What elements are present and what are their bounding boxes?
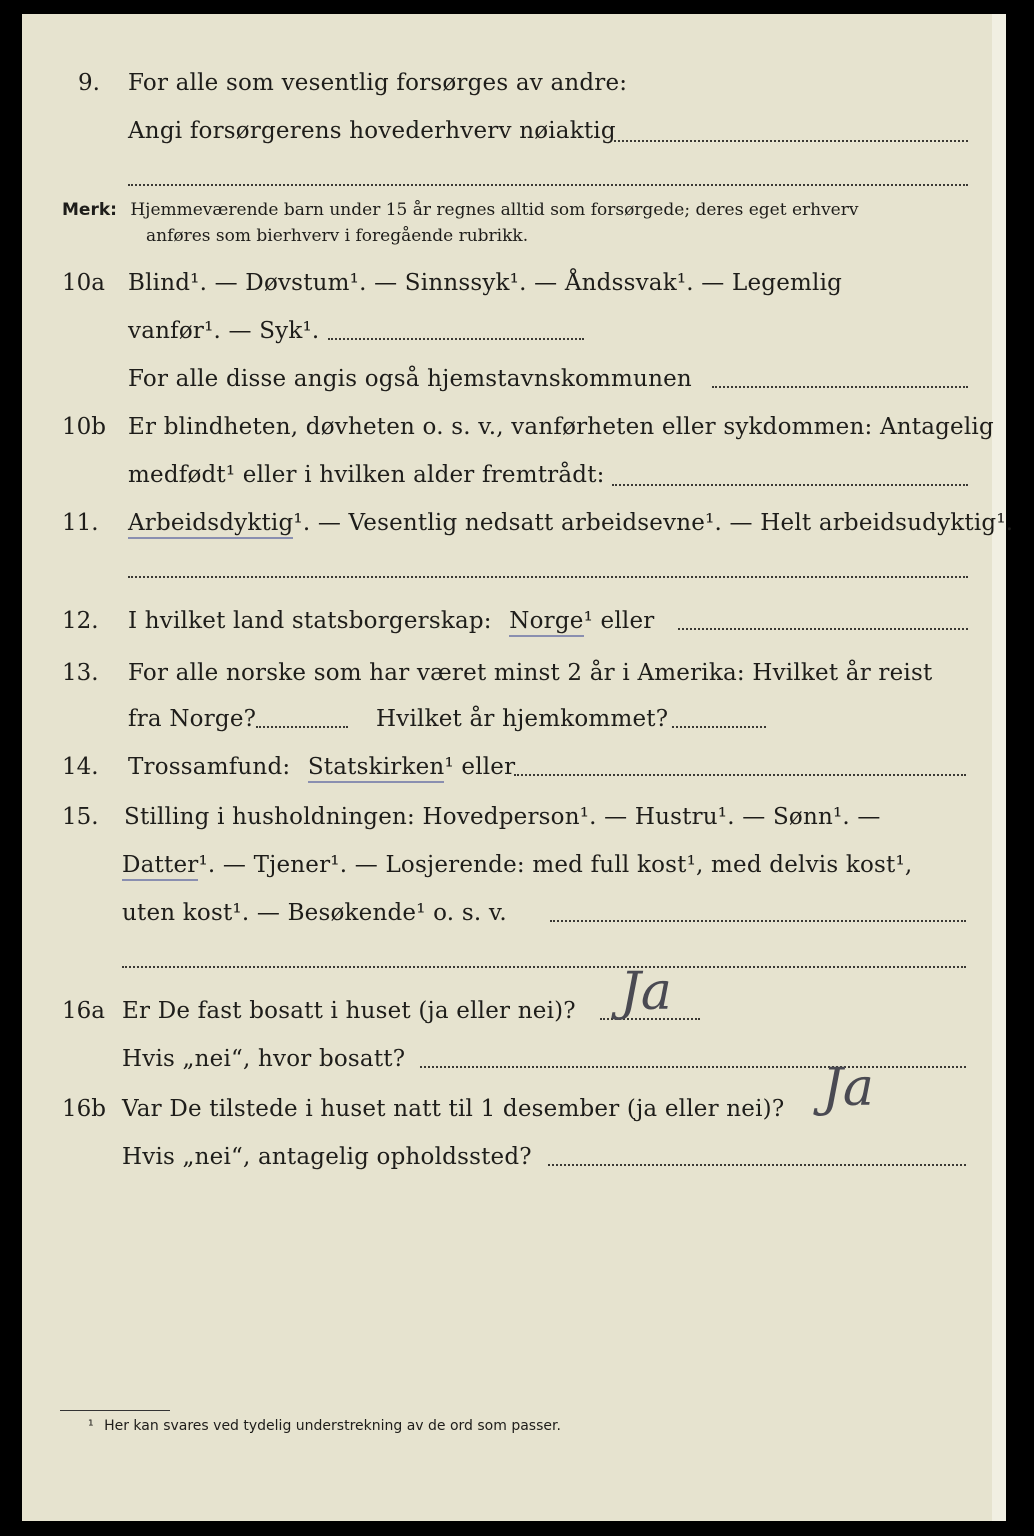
merk-note xyxy=(62,200,858,220)
q10b-number: 10b xyxy=(62,414,106,440)
merk-line2: anføres som bierhverv i foregående rubrikk. xyxy=(146,226,529,246)
q13-line2a: fra Norge? xyxy=(128,706,257,732)
q11-line xyxy=(128,510,1013,536)
q16b-line2: Hvis „nei“, antagelig opholdssted? xyxy=(122,1144,532,1170)
q12-number: 12. xyxy=(62,608,99,634)
q15-number: 15. xyxy=(62,804,99,830)
q9-line1: For alle som vesentlig forsørges av andre: xyxy=(128,70,628,96)
q10a-number: 10a xyxy=(62,270,105,296)
footnote-rule xyxy=(60,1410,170,1411)
q12-answer-line[interactable] xyxy=(678,628,968,630)
q10b-answer-line[interactable] xyxy=(612,484,968,486)
q16b-line1: Var De tilstede i huset natt til 1 desember (ja eller nei)? xyxy=(122,1096,785,1122)
q16a-line1: Er De fast bosatt i huset (ja eller nei)? xyxy=(122,998,576,1024)
q12-question: I hvilket land statsborgerskap: xyxy=(128,608,492,634)
merk-label: Merk: xyxy=(62,200,117,220)
q16a-handwritten-answer: Ja xyxy=(620,962,672,1022)
q15-answer-line[interactable] xyxy=(550,920,966,922)
q16b-opholdssted-line[interactable] xyxy=(548,1164,966,1166)
q9-answer-line[interactable] xyxy=(614,140,968,142)
q12-line xyxy=(128,608,654,634)
q14-answer-line[interactable] xyxy=(514,774,966,776)
q15-line1: Stilling i husholdningen: Hovedperson¹. — Hustru¹. — Sønn¹. — xyxy=(124,804,881,830)
q16a-number: 16a xyxy=(62,998,105,1024)
q15-option-datter[interactable]: Datter xyxy=(122,852,198,881)
q16a-line2: Hvis „nei“, hvor bosatt? xyxy=(122,1046,406,1072)
q16a-bosatt-line[interactable] xyxy=(420,1066,966,1068)
q15-answer-line-2[interactable] xyxy=(122,966,966,968)
q14-post: ¹ eller xyxy=(444,754,516,780)
q14-number: 14. xyxy=(62,754,99,780)
q14-option-statskirken[interactable]: Statskirken xyxy=(308,754,445,783)
paper-edge xyxy=(992,14,1006,1521)
q11-rest: ¹. — Vesentlig nedsatt arbeidsevne¹. — Helt arbeidsudyktig¹. xyxy=(293,510,1014,536)
census-form-page xyxy=(22,14,1014,1521)
q15-line2 xyxy=(122,852,912,878)
q13-line2b: Hvilket år hjemkommet? xyxy=(376,706,669,732)
q10a-line1: Blind¹. — Døvstum¹. — Sinnssyk¹. — Åndssvak¹. — Legemlig xyxy=(128,270,843,296)
q10a-line2: vanfør¹. — Syk¹. xyxy=(128,318,320,344)
q9-line2: Angi forsørgerens hovederhverv nøiaktig xyxy=(128,118,616,144)
q9-number: 9. xyxy=(78,70,100,96)
q12-option-norge[interactable]: Norge xyxy=(509,608,583,637)
q11-answer-line[interactable] xyxy=(128,576,968,578)
q10b-line2: medfødt¹ eller i hvilken alder fremtrådt: xyxy=(128,462,605,488)
q13-reist-line[interactable] xyxy=(256,726,348,728)
q13-line1: For alle norske som har været minst 2 år i Amerika: Hvilket år reist xyxy=(128,660,933,686)
q11-option-arbeidsdyktig[interactable]: Arbeidsdyktig xyxy=(128,510,293,539)
q16b-handwritten-answer: Ja xyxy=(822,1058,874,1118)
q10a-line3: For alle disse angis også hjemstavnskommunen xyxy=(128,366,692,392)
q9-answer-line-2[interactable] xyxy=(128,184,968,186)
q15-line2-rest: ¹. — Tjener¹. — Losjerende: med full kost¹, med delvis kost¹, xyxy=(198,852,913,878)
q10b-line1: Er blindheten, døvheten o. s. v., vanførheten eller sykdommen: Antagelig xyxy=(128,414,994,440)
footnote xyxy=(88,1418,561,1434)
q13-number: 13. xyxy=(62,660,99,686)
q10a-kommune-line[interactable] xyxy=(712,386,968,388)
footnote-mark: ¹ xyxy=(88,1418,94,1434)
q14-question: Trossamfund: xyxy=(128,754,291,780)
q14-line xyxy=(128,754,515,780)
q12-post: ¹ eller xyxy=(583,608,655,634)
q16b-number: 16b xyxy=(62,1096,106,1122)
q13-hjemkommet-line[interactable] xyxy=(672,726,766,728)
footnote-text: Her kan svares ved tydelig understrekning av de ord som passer. xyxy=(104,1418,561,1434)
q10a-answer-line[interactable] xyxy=(328,338,584,340)
q11-number: 11. xyxy=(62,510,99,536)
q15-line3: uten kost¹. — Besøkende¹ o. s. v. xyxy=(122,900,507,926)
merk-line1: Hjemmeværende barn under 15 år regnes alltid som forsørgede; deres eget erhverv xyxy=(130,200,859,220)
